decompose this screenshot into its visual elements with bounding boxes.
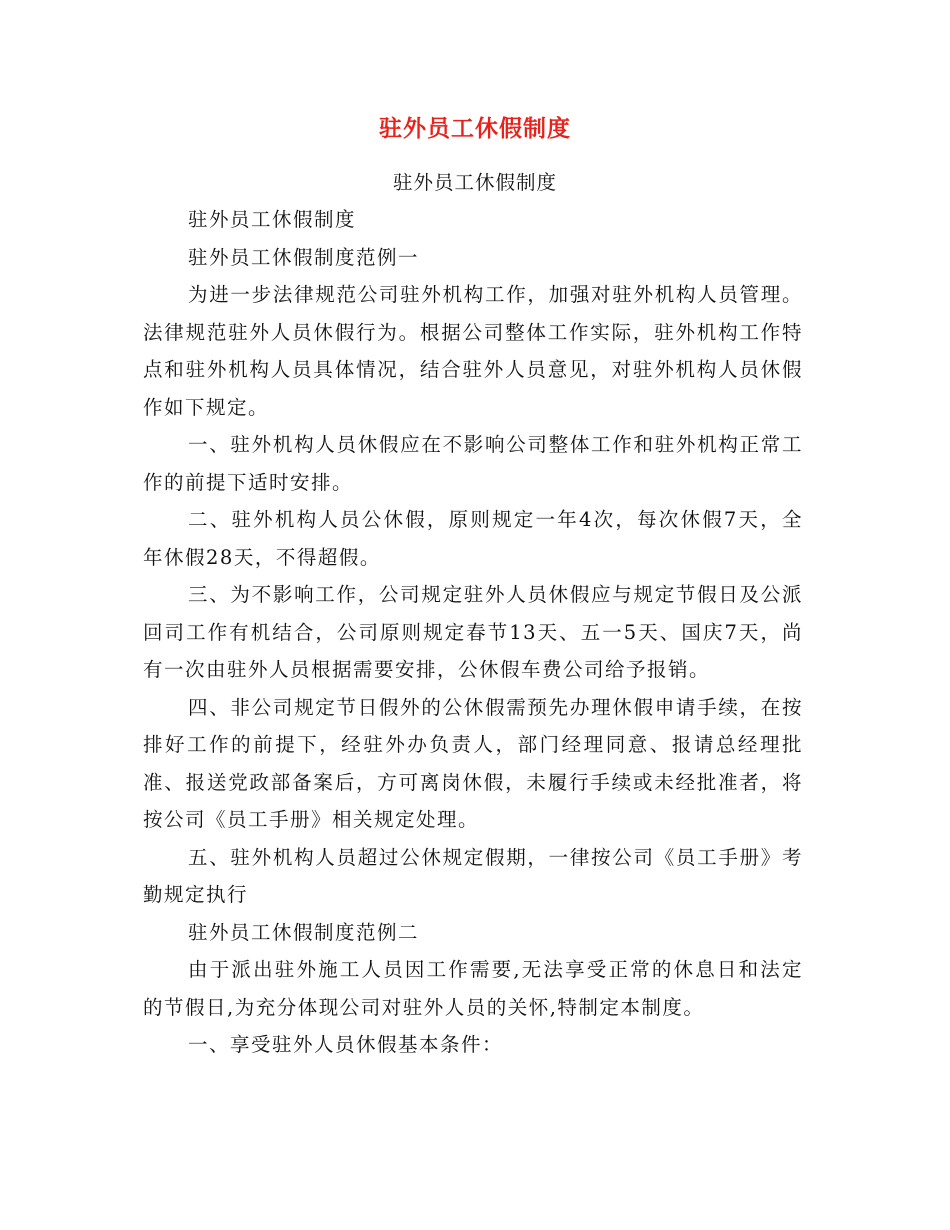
document-subtitle: 驻外员工休假制度 (392, 171, 557, 194)
paragraph-heading: 驻外员工休假制度 (188, 208, 357, 231)
document-title: 驻外员工休假制度 (379, 115, 571, 142)
paragraph-rule-3: 三、为不影响工作，公司规定驻外人员休假应与规定节假日及公派回司工作有机结合，公司原则规定春节13天、五一5天、国庆7天，尚有一次由驻外人员根据需要安排，公休假车费公司给予报销。 (143, 583, 803, 681)
paragraph-intro: 为进一步法律规范公司驻外机构工作，加强对驻外机构人员管理。法律规范驻外人员休假行为。根据公司整体工作实际，驻外机构工作特点和驻外机构人员具体情况，结合驻外人员意见，对驻外机构人员休假作如下规定。 (143, 283, 803, 419)
paragraph-example-two-heading: 驻外员工休假制度范例二 (188, 920, 420, 944)
paragraph-rule-1: 一、驻外机构人员休假应在不影响公司整体工作和驻外机构正常工作的前提下适时安排。 (143, 433, 803, 494)
paragraph-rule-5: 五、驻外机构人员超过公休规定假期，一律按公司《员工手册》考勤规定执行 (143, 845, 803, 906)
paragraph-rule-4: 四、非公司规定节日假外的公休假需预先办理休假申请手续，在按排好工作的前提下，经驻外办负责人，部门经理同意、报请总经理批准、报送党政部备案后，方可离岗休假，未履行手续或未经批准者，将按公司《员工手册》相关规定处理。 (143, 695, 803, 831)
paragraph-example-one-heading: 驻外员工休假制度范例一 (188, 245, 420, 269)
document-body (143, 201, 803, 1064)
paragraph-rule-2: 二、驻外机构人员公休假，原则规定一年4次，每次休假7天，全年休假28天，不得超假。 (143, 508, 803, 569)
paragraph-example-two-rule-1: 一、享受驻外人员休假基本条件： (188, 1033, 504, 1056)
paragraph-example-two-intro: 由于派出驻外施工人员因工作需要,无法享受正常的休息日和法定的节假日,为充分体现公司对驻外人员的关怀,特制定本制度。 (143, 958, 803, 1019)
